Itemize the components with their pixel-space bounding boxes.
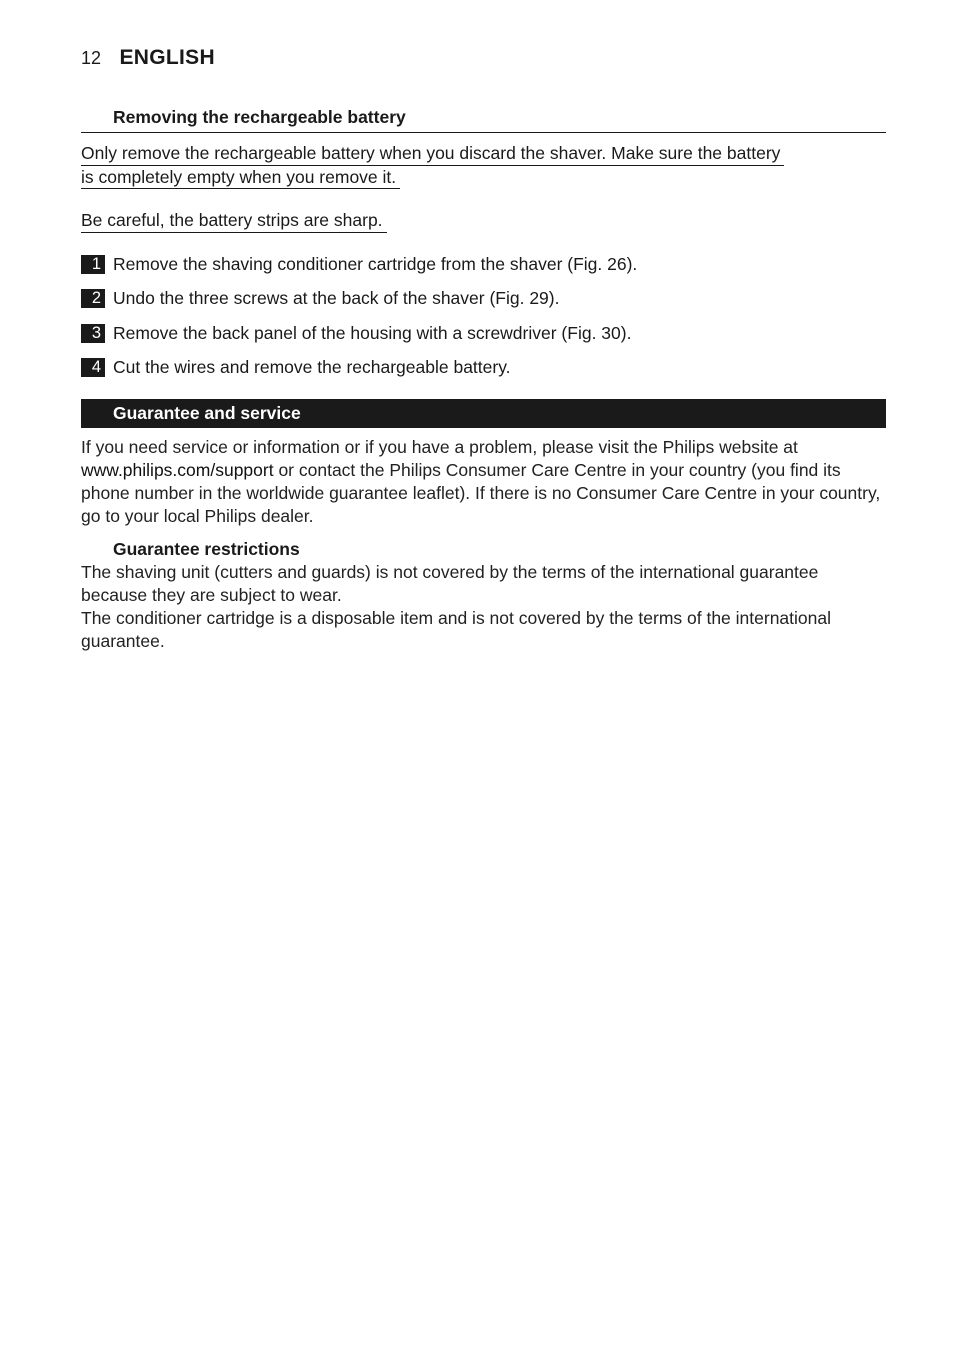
step-4 [81, 357, 511, 378]
guarantee-paragraph [81, 436, 886, 528]
step-1 [81, 254, 637, 275]
step-number-badge: 2 [81, 289, 105, 308]
step-text: Cut the wires and remove the rechargeable battery. [113, 357, 511, 377]
page-number: 12 [81, 48, 102, 68]
guarantee-text-after-url: or contact the Philips Consumer Care Centre in your country (you find its phone number in the worldwide guarantee leaflet). If there is no Consumer Care Centre in your country, go to your local Philips dealer. [81, 460, 881, 526]
step-text: Remove the shaving conditioner cartridge from the shaver (Fig. 26). [113, 254, 638, 274]
section-title-battery: Removing the rechargeable battery [81, 107, 886, 133]
restriction-1: The shaving unit (cutters and guards) is not covered by the terms of the international guarantee because they are subject to wear. [81, 562, 819, 605]
warning-line-1: Only remove the rechargeable battery when you discard the shaver. Make sure the battery [81, 142, 784, 166]
step-number-badge: 4 [81, 358, 105, 377]
step-3 [81, 323, 631, 344]
battery-warning [81, 142, 784, 189]
language-title: ENGLISH [119, 46, 215, 69]
section-title-guarantee: Guarantee and service [81, 399, 886, 428]
support-link[interactable]: www.philips.com/support [81, 460, 274, 480]
step-text: Remove the back panel of the housing with a screwdriver (Fig. 30). [113, 323, 632, 343]
step-number-badge: 3 [81, 324, 105, 343]
warning-line-2: is completely empty when you remove it. [81, 166, 400, 190]
page-header [81, 46, 215, 70]
step-number-badge: 1 [81, 255, 105, 274]
caution-text: Be careful, the battery strips are sharp. [81, 209, 387, 233]
restriction-2: The conditioner cartridge is a disposable item and is not covered by the terms of the international guarantee. [81, 608, 831, 651]
step-2 [81, 288, 559, 309]
battery-caution [81, 209, 387, 233]
guarantee-text-before-url: If you need service or information or if you have a problem, please visit the Philips website at [81, 437, 798, 457]
step-text: Undo the three screws at the back of the shaver (Fig. 29). [113, 288, 560, 308]
guarantee-restrictions-title: Guarantee restrictions [113, 539, 300, 559]
